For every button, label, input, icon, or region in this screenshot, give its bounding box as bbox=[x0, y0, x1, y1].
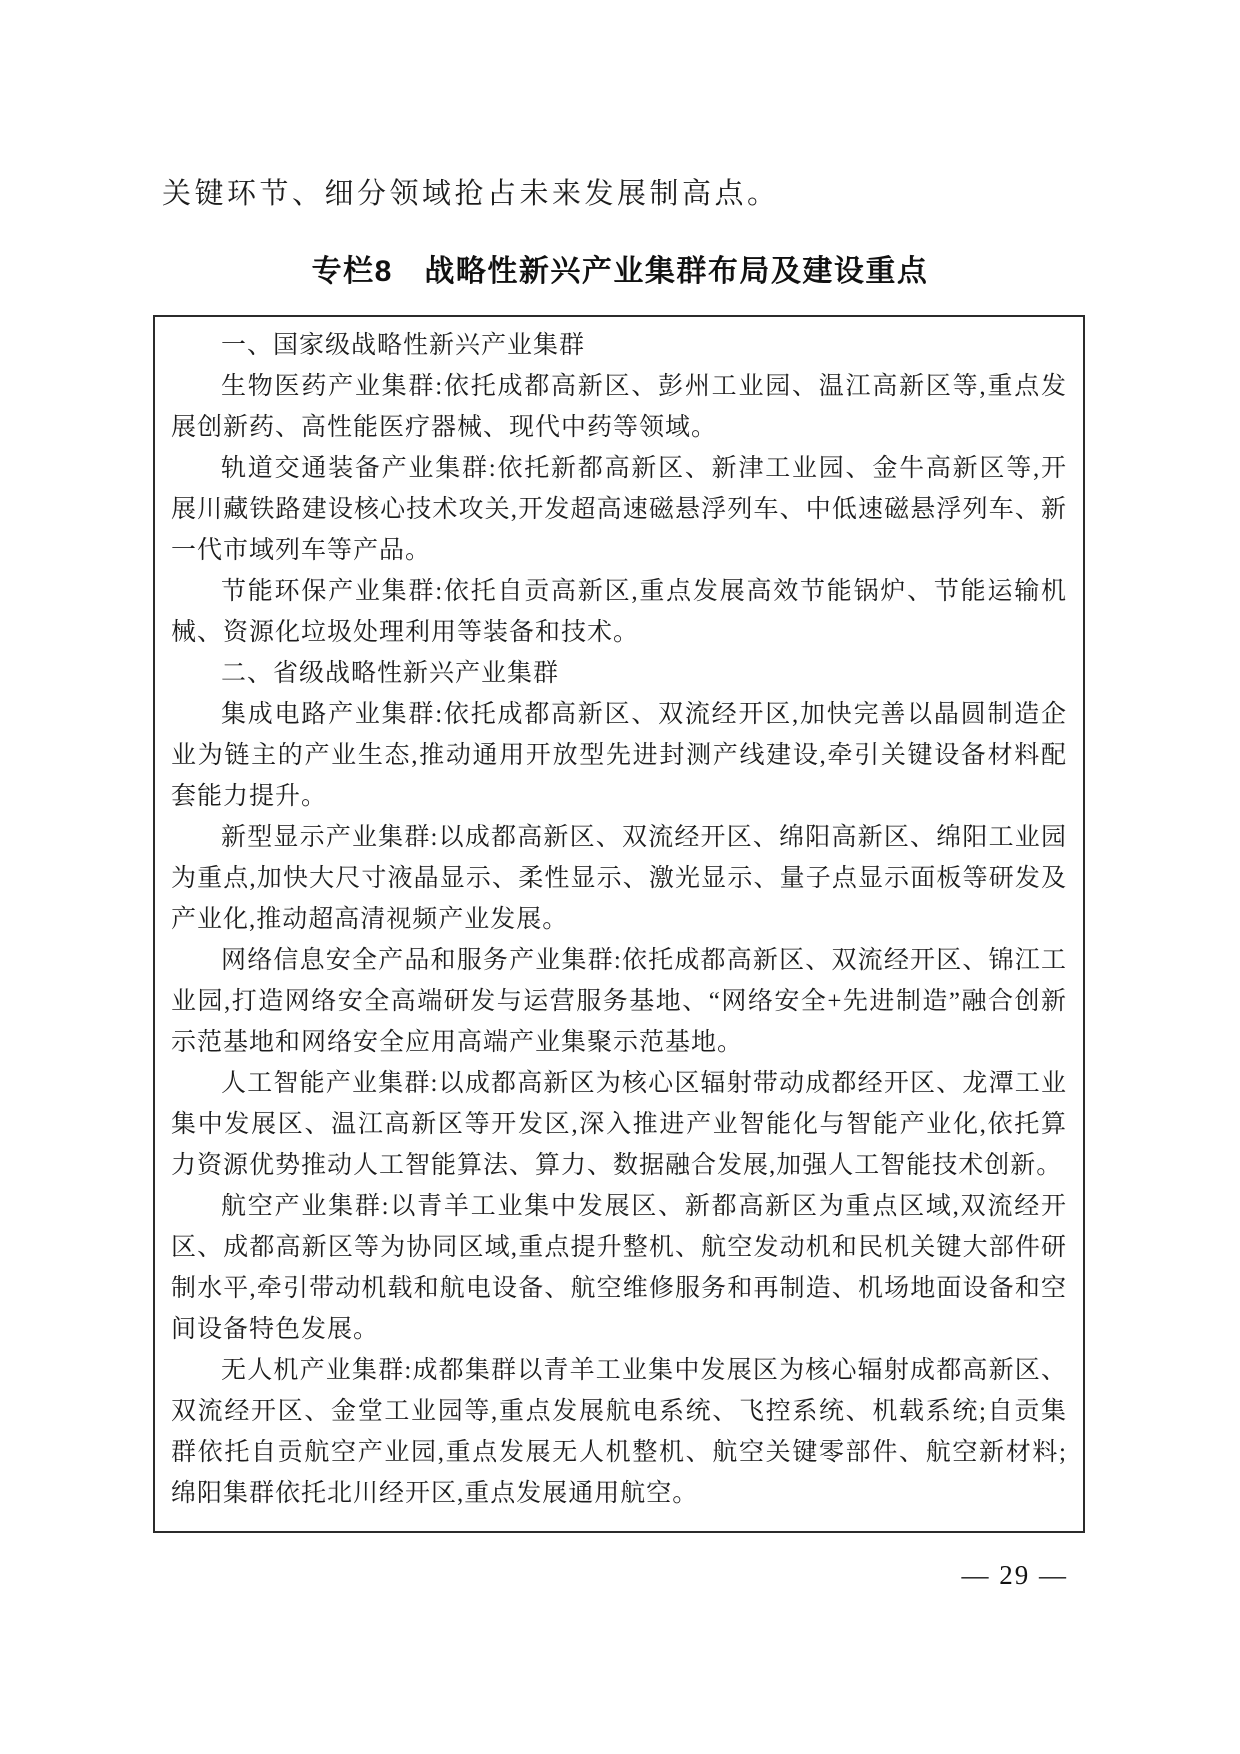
box-paragraph: 二、省级战略性新兴产业集群 bbox=[221, 660, 560, 687]
box-paragraph: 航空产业集群:以青羊工业集中发展区、新都高新区为重点区域,双流经开区、成都高新区等为协同区域,重点提升整机、航空发动机和民机关键大部件研制水平,牵引带动机载和航电设备、航空维修服务和再制造、机场地面设备和空间设备特色发展。 bbox=[171, 1193, 1067, 1343]
box-paragraph: 一、国家级战略性新兴产业集群 bbox=[221, 332, 586, 359]
page-number: — 29 — bbox=[961, 1560, 1068, 1590]
box-paragraph: 网络信息安全产品和服务产业集群:依托成都高新区、双流经开区、锦江工业园,打造网络安全高端研发与运营服务基地、“网络安全+先进制造”融合创新示范基地和网络安全应用高端产业集聚示范基地。 bbox=[171, 947, 1067, 1056]
box-paragraph: 集成电路产业集群:依托成都高新区、双流经开区,加快完善以晶圆制造企业为链主的产业生态,推动通用开放型先进封测产线建设,牵引关键设备材料配套能力提升。 bbox=[171, 701, 1067, 810]
column-box-content bbox=[155, 317, 1083, 1524]
box-paragraph: 生物医药产业集群:依托成都高新区、彭州工业园、温江高新区等,重点发展创新药、高性能医疗器械、现代中药等领域。 bbox=[171, 373, 1067, 441]
box-paragraph: 人工智能产业集群:以成都高新区为核心区辐射带动成都经开区、龙潭工业集中发展区、温江高新区等开发区,深入推进产业智能化与智能产业化,依托算力资源优势推动人工智能算法、算力、数据融合发展,加强人工智能技术创新。 bbox=[171, 1070, 1067, 1179]
column-box bbox=[153, 315, 1085, 1533]
box-paragraph: 新型显示产业集群:以成都高新区、双流经开区、绵阳高新区、绵阳工业园为重点,加快大尺寸液晶显示、柔性显示、激光显示、量子点显示面板等研发及产业化,推动超高清视频产业发展。 bbox=[171, 824, 1067, 933]
intro-paragraph: 关键环节、细分领域抢占未来发展制高点。 bbox=[162, 178, 780, 210]
box-paragraph: 轨道交通装备产业集群:依托新都高新区、新津工业园、金牛高新区等,开展川藏铁路建设核心技术攻关,开发超高速磁悬浮列车、中低速磁悬浮列车、新一代市域列车等产品。 bbox=[171, 455, 1067, 564]
box-paragraph: 节能环保产业集群:依托自贡高新区,重点发展高效节能锅炉、节能运输机械、资源化垃圾处理利用等装备和技术。 bbox=[171, 578, 1067, 646]
box-paragraph: 无人机产业集群:成都集群以青羊工业集中发展区为核心辐射成都高新区、双流经开区、金堂工业园等,重点发展航电系统、飞控系统、机载系统;自贡集群依托自贡航空产业园,重点发展无人机整机、航空关键零部件、航空新材料;绵阳集群依托北川经开区,重点发展通用航空。 bbox=[171, 1357, 1067, 1507]
column-box-title: 专栏8 战略性新兴产业集群布局及建设重点 bbox=[311, 255, 929, 288]
